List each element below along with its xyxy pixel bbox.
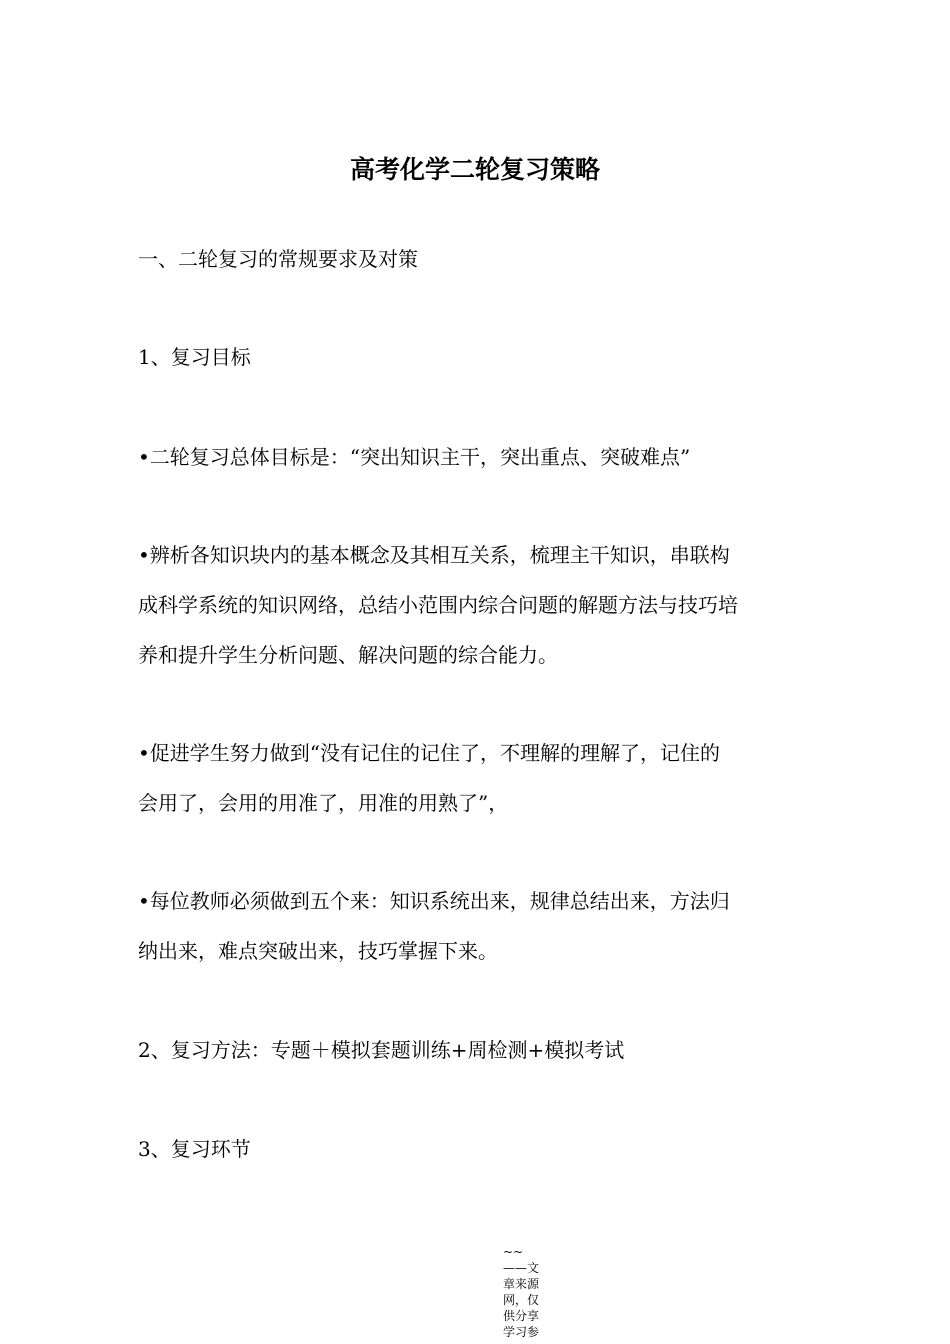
footer-line: ~~ <box>503 1245 524 1259</box>
bullet-teacher-requirements <box>138 876 818 976</box>
paragraph-line: •辨析各知识块内的基本概念及其相互关系，梳理主干知识，串联构 <box>138 543 730 567</box>
item-heading-objectives: 1、复习目标 <box>138 345 251 369</box>
footer-line: 网，仅 <box>503 1293 540 1307</box>
bullet-student-effort <box>138 728 818 828</box>
paragraph-line: 纳出来，难点突破出来，技巧掌握下来。 <box>138 939 498 963</box>
footer-line: 章来源 <box>503 1277 540 1291</box>
footer-line: ——文 <box>503 1261 540 1275</box>
item-heading-methods: 2、复习方法：专题＋模拟套题训练+周检测+模拟考试 <box>138 1038 625 1062</box>
paragraph-line: 会用了，会用的用准了，用准的用熟了”， <box>138 791 509 815</box>
bullet-knowledge-network <box>138 530 818 680</box>
paragraph-line: 养和提升学生分析问题、解决问题的综合能力。 <box>138 643 558 667</box>
footer-source-note <box>503 1244 549 1340</box>
section-heading: 一、二轮复习的常规要求及对策 <box>138 247 418 271</box>
document-title: 高考化学二轮复习策略 <box>349 155 600 184</box>
item-heading-stages: 3、复习环节 <box>138 1137 251 1161</box>
paragraph-line: •促进学生努力做到“没有记住的记住了，不理解的理解了，记住的 <box>138 741 721 765</box>
footer-line: 供分享 <box>503 1309 540 1323</box>
bullet-overall-goal: •二轮复习总体目标是：“突出知识主干，突出重点、突破难点” <box>138 445 691 469</box>
footer-line: 学习参 <box>503 1325 540 1339</box>
paragraph-line: •每位教师必须做到五个来：知识系统出来，规律总结出来，方法归 <box>138 889 730 913</box>
paragraph-line: 成科学系统的知识网络，总结小范围内综合问题的解题方法与技巧培 <box>138 593 738 617</box>
